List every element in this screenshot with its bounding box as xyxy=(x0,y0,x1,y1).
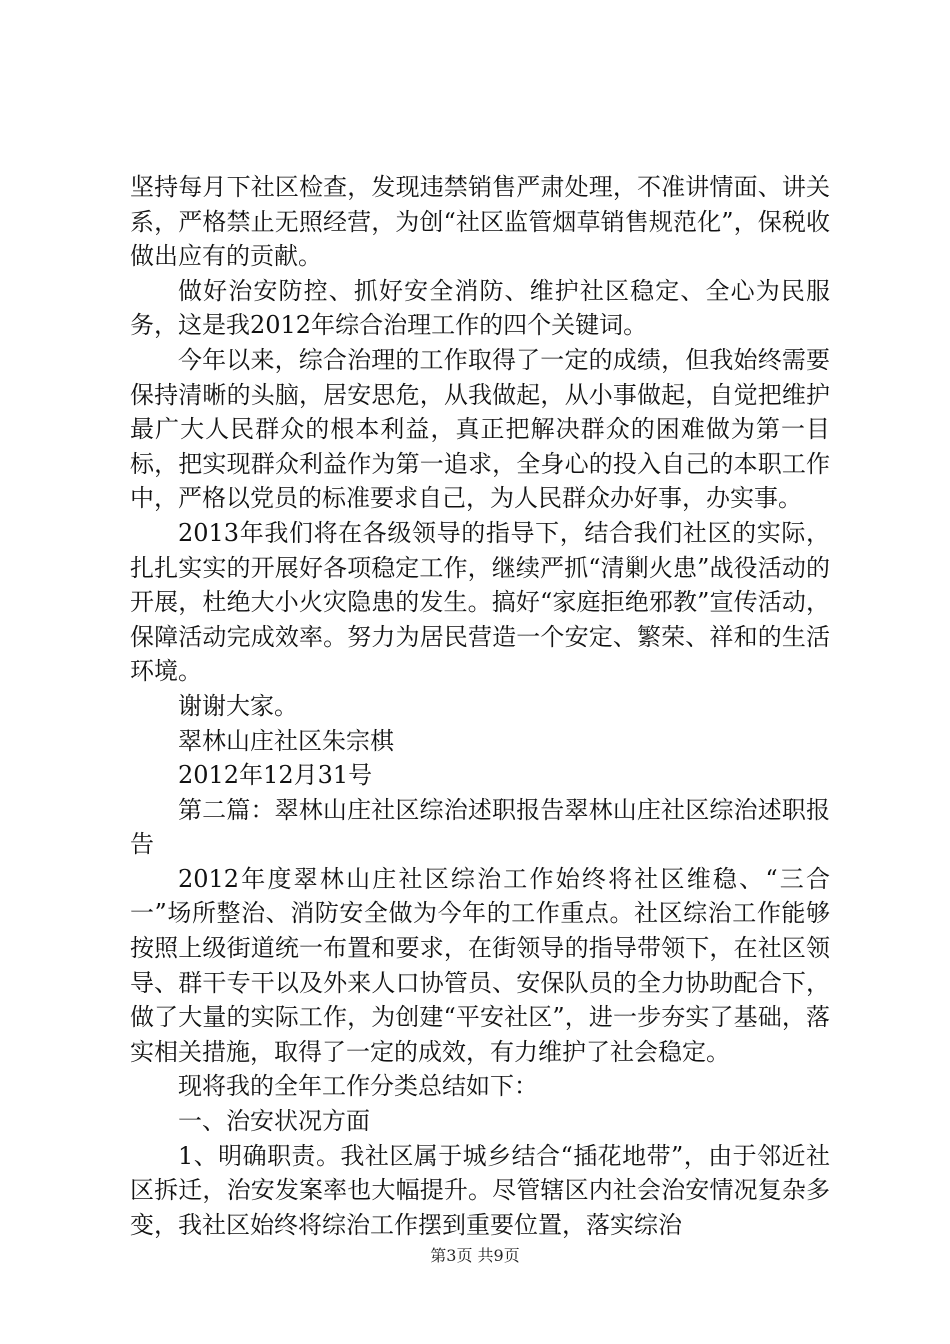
paragraph: 2012年度翠林山庄社区综治工作始终将社区维稳、“三合一”场所整治、消防安全做为今年的工作重点。社区综治工作能够按照上级街道统一布置和要求，在街领导的指导带领下，在社区领导、群干专干以及外来人口协管员、安保队员的全力协助配合下，做了大量的实际工作，为创建“平安社区”，进一步夯实了基础，落实相关措施，取得了一定的成效，有力维护了社会稳定。 xyxy=(130,864,830,1066)
document-body xyxy=(130,170,830,1242)
subsection-heading: 一、治安状况方面 xyxy=(178,1107,370,1136)
paragraph: 2013年我们将在各级领导的指导下，结合我们社区的实际，扎扎实实的开展好各项稳定工作，继续严抓“清剿火患”战役活动的开展，杜绝大小火灾隐患的发生。搞好“家庭拒绝邪教”宣传活动，保障活动完成效率。努力为居民营造一个安定、繁荣、祥和的生活环境。 xyxy=(130,518,830,686)
signature-date: 2012年12月31号 xyxy=(178,761,373,790)
paragraph: 1、明确职责。我社区属于城乡结合“插花地带”，由于邻近社区拆迁，治安发案率也大幅提升。尽管辖区内社会治安情况复杂多变，我社区始终将综治工作摆到重要位置，落实综治 xyxy=(130,1141,830,1239)
signature-name: 翠林山庄社区朱宗棋 xyxy=(178,726,394,755)
paragraph: 现将我的全年工作分类总结如下： xyxy=(178,1072,538,1101)
paragraph: 做好治安防控、抓好安全消防、维护社区稳定、全心为民服务，这是我2012年综合治理工作的四个关键词。 xyxy=(130,276,830,340)
closing-thanks: 谢谢大家。 xyxy=(178,691,298,720)
paragraph: 坚持每月下社区检查，发现违禁销售严肃处理，不准讲情面、讲关系，严格禁止无照经营，为创“社区监管烟草销售规范化”，保税收做出应有的贡献。 xyxy=(130,173,830,271)
page-footer: 第3页 共9页 xyxy=(430,1246,520,1265)
section-heading: 第二篇：翠林山庄社区综治述职报告翠林山庄社区综治述职报告 xyxy=(130,795,830,859)
paragraph: 今年以来，综合治理的工作取得了一定的成绩，但我始终需要保持清晰的头脑，居安思危，从我做起，从小事做起，自觉把维护最广大人民群众的根本利益，真正把解决群众的困难做为第一目标，把实现群众利益作为第一追求，全身心的投入自己的本职工作中，严格以党员的标准要求自己，为人民群众办好事，办实事。 xyxy=(130,345,830,513)
